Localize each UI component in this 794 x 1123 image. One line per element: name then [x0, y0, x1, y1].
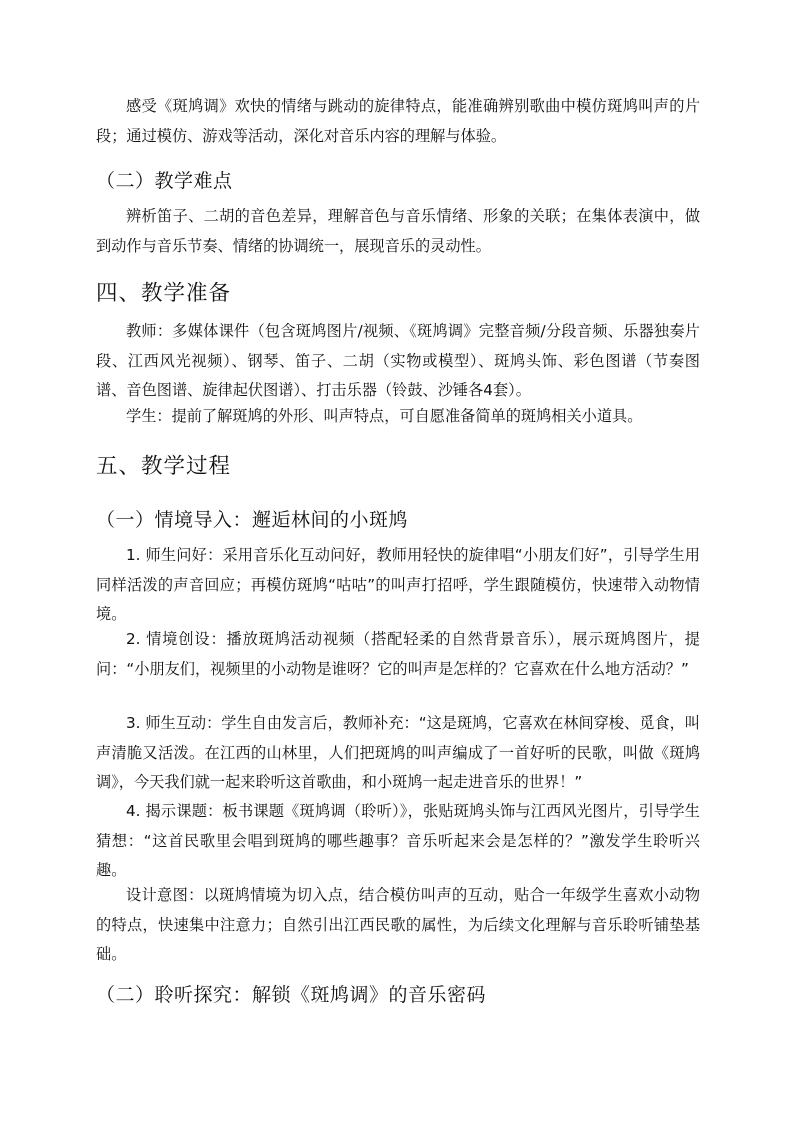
goal-paragraph — [96, 92, 700, 151]
heading-text: 五、教学过程 — [96, 454, 232, 479]
section-heading-explore — [96, 981, 700, 1009]
heading-text: （二）教学难点 — [96, 170, 233, 192]
paragraph-text: 辨析笛子、二胡的音色差异，理解音色与音乐情绪、形象的关联；在集体表演中，做到动作与音乐节奏、情绪的协调统一，展现音乐的灵动性。 — [96, 207, 700, 255]
step-4-paragraph — [96, 797, 700, 886]
section-heading-difficulty — [96, 167, 700, 195]
teacher-preparation-paragraph — [96, 317, 700, 406]
paragraph-text: 3. 师生互动：学生自由发言后，教师补充：“这是斑鸠，它喜欢在林间穿梭、觅食，叫声清脆又活泼。在江西的山林里，人们把斑鸠的叫声编成了一首好听的民歌，叫做《斑鸠调》，今天我们就一起来聆听这首歌曲，和小斑鸠一起走进音乐的世界！” — [96, 714, 700, 791]
paragraph-text: 学生：提前了解斑鸠的外形、叫声特点，可自愿准备简单的斑鸠相关小道具。 — [126, 407, 643, 425]
paragraph-text: 教师：多媒体课件（包含斑鸠图片/视频、《斑鸠调》完整音频/分段音频、乐器独奏片段、江西风光视频）、钢琴、笛子、二胡（实物或模型）、斑鸠头饰、彩色图谱（节奏图谱、音色图谱、旋律起伏图谱）、打击乐器（铃鼓、沙锤各4套）。 — [96, 322, 700, 399]
heading-text: （二）聆听探究：解锁《斑鸠调》的音乐密码 — [96, 984, 487, 1006]
student-preparation-paragraph — [96, 402, 700, 432]
paragraph-text: 2. 情境创设：播放斑鸠活动视频（搭配轻柔的自然背景音乐），展示斑鸠图片，提问：“小朋友们，视频里的小动物是谁呀？它的叫声是怎样的？它喜欢在什么地方活动？” — [96, 630, 700, 678]
step-3-paragraph — [96, 709, 700, 798]
paragraph-text: 设计意图：以斑鸠情境为切入点，结合模仿叫声的互动，贴合一年级学生喜欢小动物的特点，快速集中注意力；自然引出江西民歌的属性，为后续文化理解与音乐聆听铺垫基础。 — [96, 886, 700, 963]
section-heading-preparation — [96, 279, 700, 309]
step-2-paragraph — [96, 625, 700, 684]
paragraph-text: 1. 师生问好：采用音乐化互动问好，教师用轻快的旋律唱“小朋友们好”，引导学生用同样活泼的声音回应；再模仿斑鸠“咕咕”的叫声打招呼，学生跟随模仿，快速带入动物情境。 — [96, 546, 700, 623]
heading-text: （一）情境导入：邂逅林间的小斑鸠 — [96, 509, 409, 531]
paragraph-text: 感受《斑鸠调》欢快的情绪与跳动的旋律特点，能准确辨别歌曲中模仿斑鸠叫声的片段；通过模仿、游戏等活动，深化对音乐内容的理解与体验。 — [96, 97, 700, 145]
paragraph-text: 4. 揭示课题：板书课题《斑鸠调（聆听）》，张贴斑鸠头饰与江西风光图片，引导学生猜想：“这首民歌里会唱到斑鸠的哪些趣事？音乐听起来会是怎样的？”激发学生聆听兴趣。 — [96, 802, 700, 879]
design-intent-paragraph — [96, 881, 700, 970]
section-heading-intro — [96, 506, 700, 534]
difficulty-paragraph — [96, 202, 700, 261]
heading-text: 四、教学准备 — [96, 281, 232, 306]
step-1-paragraph — [96, 541, 700, 630]
section-heading-process — [96, 452, 700, 482]
